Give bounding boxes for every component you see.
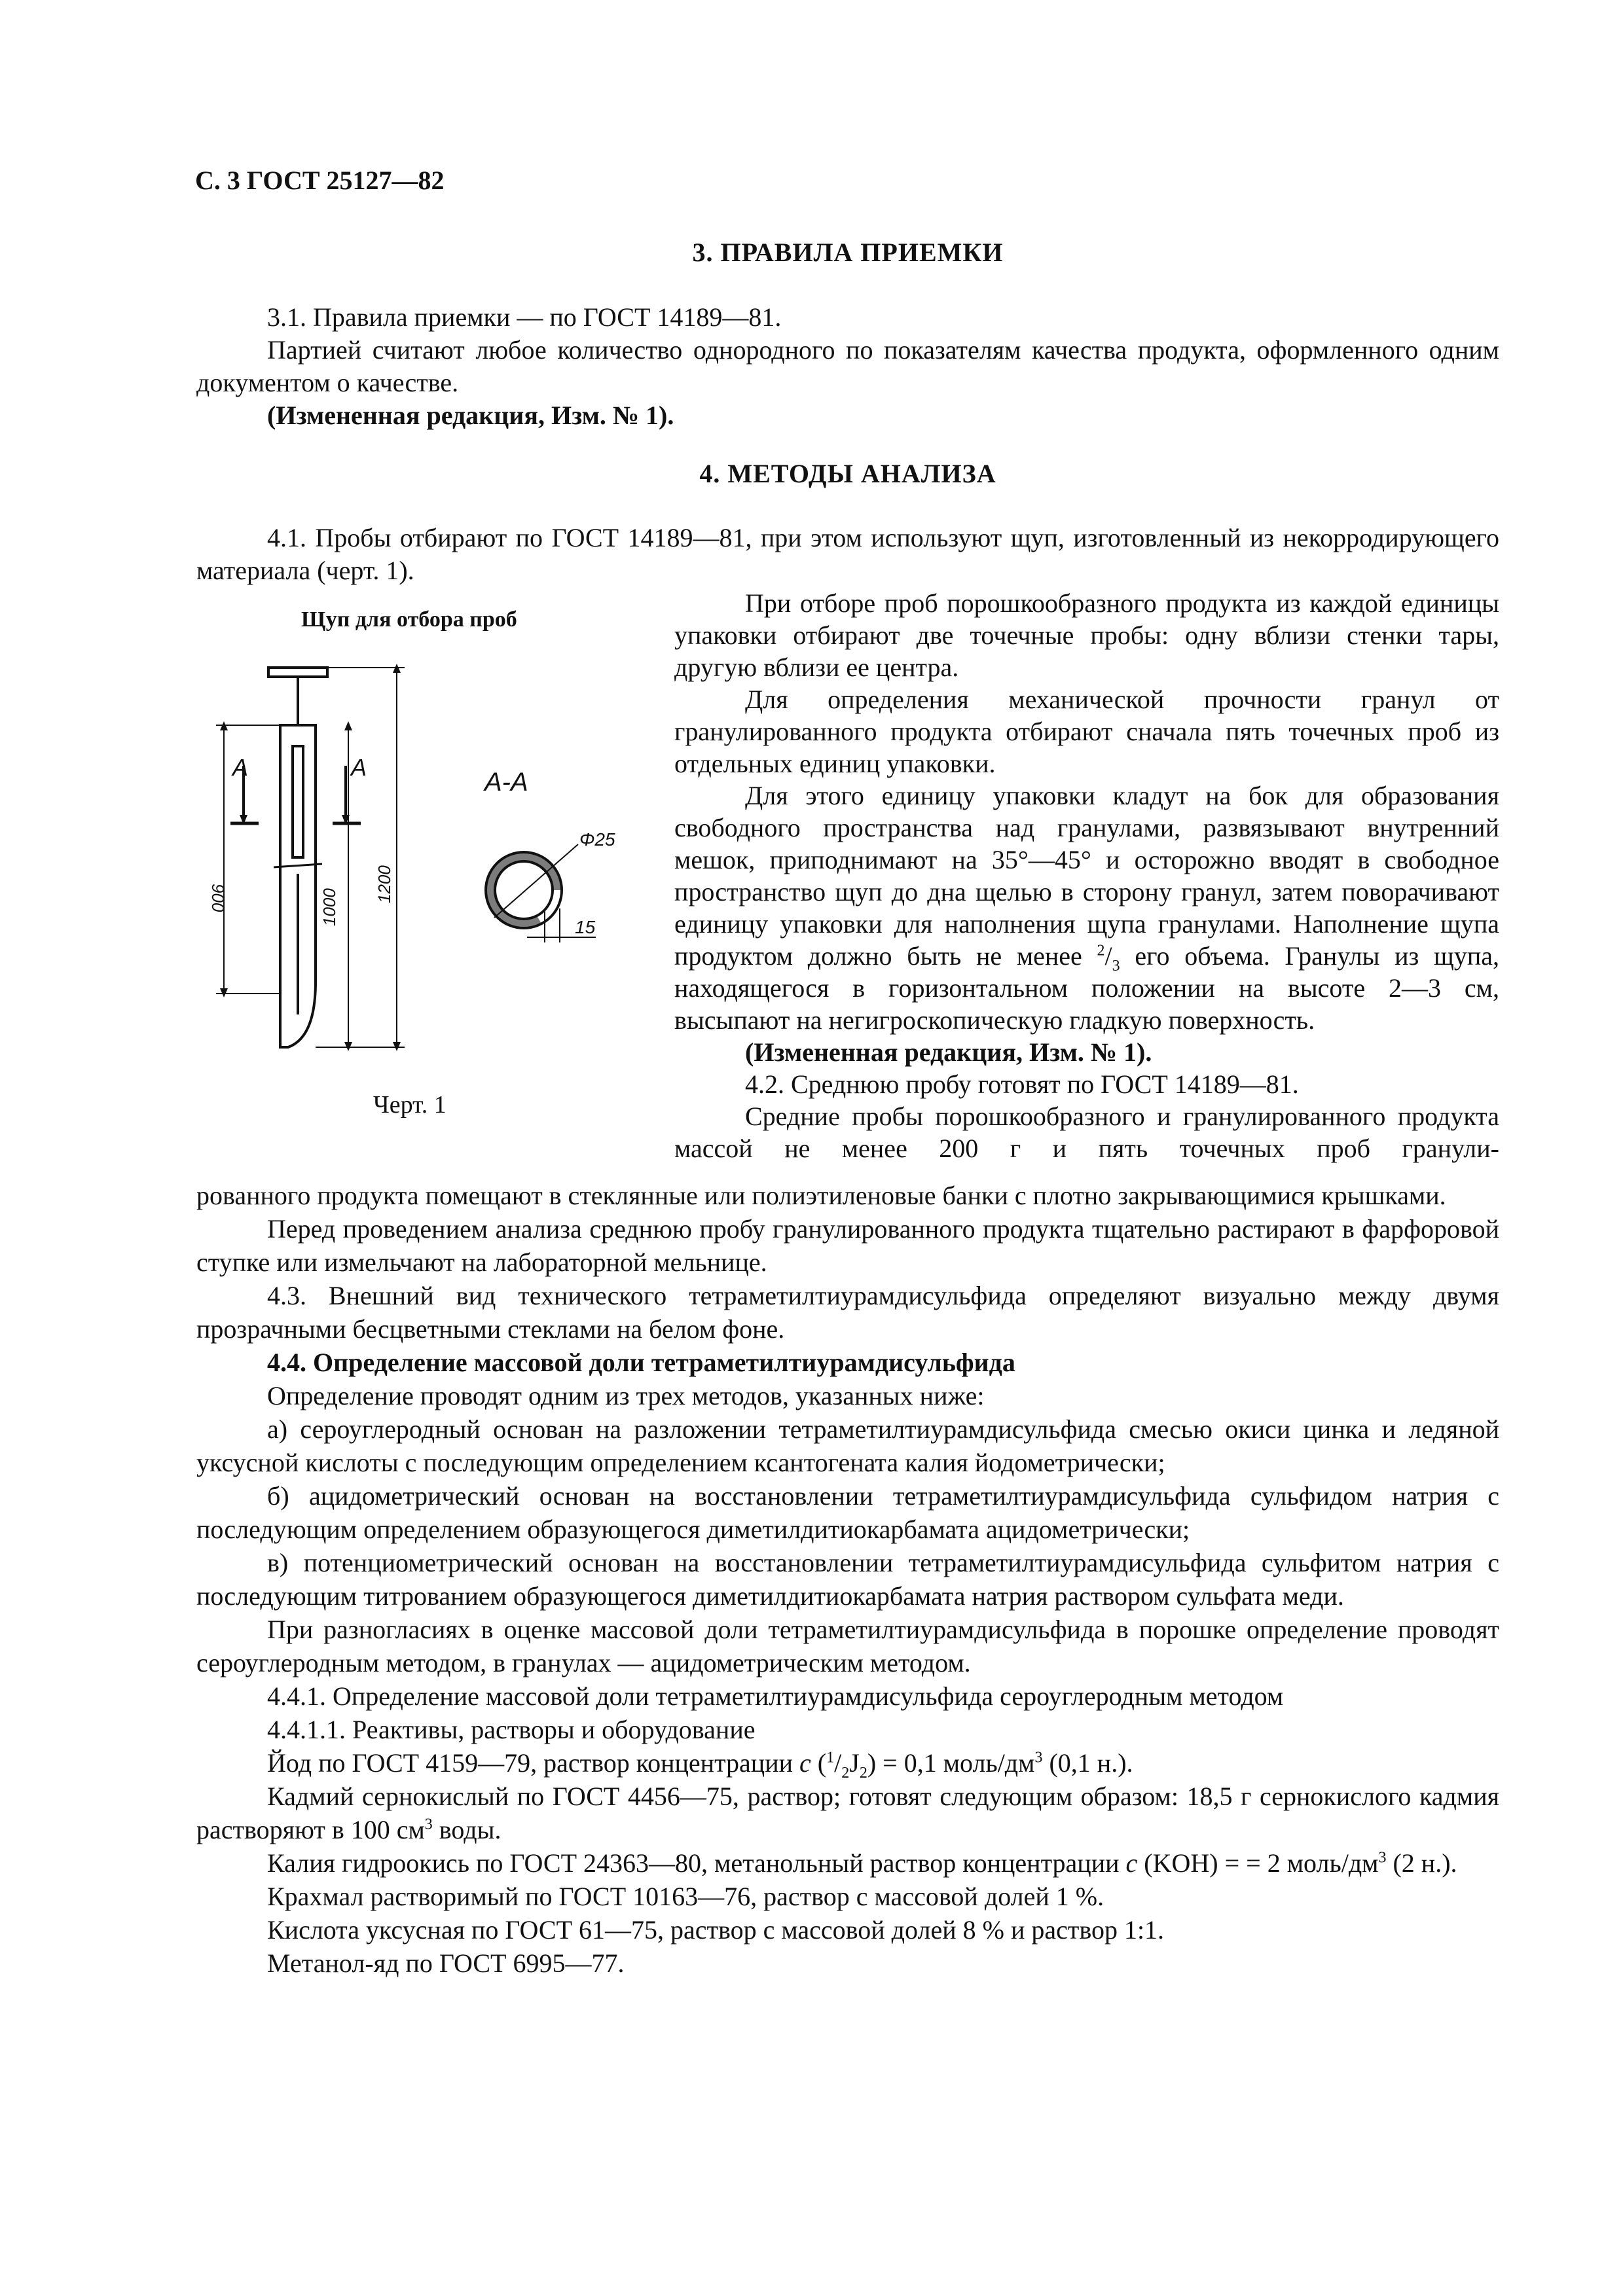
paragraph-4-2: 4.2. Среднюю пробу готовят по ГОСТ 14189—81.	[745, 1069, 1299, 1099]
section-3-title: 3. ПРАВИЛА ПРИЕМКИ	[692, 238, 1004, 267]
paragraph-methods: Определение проводят одним из трех методов, указанных ниже:	[267, 1381, 985, 1410]
paragraph-before-analysis: Перед проведением анализа среднюю пробу гранулированного продукта тщательно растирают в фарфоровой ступке или измельчают на лабораторной мельнице.	[196, 1214, 1499, 1277]
paragraph-4-3: 4.3. Внешний вид технического тетраметилтиурамдисульфида определяют визуально между двумя прозрачными бесцветными стеклами на белом фоне.	[196, 1281, 1499, 1344]
paragraph-4-1: 4.1. Пробы отбирают по ГОСТ 14189—81, при этом используют щуп, изготовленный из некорродирующего материала (черт. 1).	[196, 523, 1499, 585]
section-3-body	[196, 301, 1499, 432]
paragraph-disagreement: При разногласиях в оценке массовой доли тетраметилтиурамдисульфида в порошке определение проводят сероуглеродным методом, в гранулах — ацидометрическим методом.	[196, 1615, 1499, 1677]
dim-1000: 1000	[319, 888, 339, 926]
reagent-starch: Крахмал растворимый по ГОСТ 10163—76, раствор с массовой долей 1 %.	[267, 1882, 1104, 1911]
reagent-methanol: Метанол-яд по ГОСТ 6995—77.	[267, 1948, 625, 1978]
figure-caption: Черт. 1	[373, 1091, 447, 1119]
probe-handle	[268, 668, 327, 677]
paragraph-granule-strength: Для определения механической прочности гранул от гранулированного продукта отбирают сначала пять точечных проб из отдельных единиц упаковки.	[674, 685, 1499, 778]
paragraph-lot: Партией считают любое количество однородного по показателям качества продукта, оформленного одним документом о качестве.	[196, 335, 1499, 397]
sampling-probe-drawing	[196, 648, 668, 1067]
method-c: в) потенциометрический основан на восстановлении тетраметилтиурамдисульфида сульфитом натрия с последующим титрованием образующегося диметилдитиокарбамата натрия раствором сульфата меди.	[196, 1548, 1499, 1611]
amendment-note-2: (Измененная редакция, Изм. № 1).	[745, 1037, 1152, 1067]
cut-mark-right: А	[351, 754, 367, 781]
paragraph-average-samples-cont: рованного продукта помещают в стеклянные или полиэтиленовые банки с плотно закрывающимися крышками.	[196, 1181, 1446, 1210]
paragraph-probe-procedure: Для этого единицу упаковки кладут на бок для образования свободного пространства над гранулами, развязывают внутренний мешок, приподнимают на 35°—45° и осторожно вводят в свободное пространство щуп до дна щелью в сторону гранул, затем поворачивают единицу упаковки для наполнения щупа гранулами. Наполнение щупа продуктом должно быть не менее $^2/_3$ его объема. Гранулы из щупа, находящегося в горизонтальном положении на высоте 2—3 см, высыпают на негигроскопическую гладкую поверхность.	[674, 781, 1500, 1035]
amendment-note: (Измененная редакция, Изм. № 1).	[267, 401, 674, 430]
reagent-cadmium: Кадмий сернокислый по ГОСТ 4456—75, раствор; готовят следующим образом: 18,5 г сернокислого кадмия растворяют в 100 $см^3$ воды.	[196, 1782, 1499, 1844]
cut-mark-left: А	[232, 754, 249, 781]
heading-4-4-1-1: 4.4.1.1. Реактивы, растворы и оборудование	[267, 1715, 756, 1744]
method-a: а) сероуглеродный основан на разложении тетраметилтиурамдисульфида смесью окиси цинка и ледяной уксусной кислоты с последующим определением ксантогената калия йодометрически;	[196, 1414, 1499, 1477]
paragraph-average-samples: Средние пробы порошкообразного и гранулированного продукта массой не менее 200 г и пять точечных проб гранули-	[674, 1102, 1499, 1163]
reagent-acetic-acid: Кислота уксусная по ГОСТ 61—75, раствор с массовой долей 8 % и раствор 1:1.	[267, 1915, 1165, 1945]
heading-4-4-1: 4.4.1. Определение массовой доли тетраметилтиурамдисульфида сероуглеродным методом	[267, 1681, 1284, 1711]
section-4-title: 4. МЕТОДЫ АНАЛИЗА	[699, 459, 996, 488]
reagent-iodine: Йод по ГОСТ 4159—79, раствор концентрации c $(^1/_2J_2) = 0,1$ моль/$дм^3$ (0,1 н.).	[267, 1748, 1133, 1782]
paragraph-3-1: 3.1. Правила приемки — по ГОСТ 14189—81.	[267, 302, 782, 332]
lower-body	[196, 1179, 1499, 1980]
method-b: б) ацидометрический основан на восстановлении тетраметилтиурамдисульфида сульфидом натрия с последующим определением образующегося диметилдитиокарбамата ацидометрически;	[196, 1481, 1499, 1544]
right-column-text	[674, 587, 1499, 1164]
section-label: А-А	[484, 768, 528, 797]
figure-title: Щуп для отбора проб	[301, 607, 517, 632]
probe-slot	[293, 746, 303, 857]
paragraph-powder-sampling: При отборе проб порошкообразного продукта из каждой единицы упаковки отбирают две точечные пробы: одну вблизи стенки тары, другую вблизи ее центра.	[674, 588, 1499, 682]
dim-900: 900	[208, 884, 228, 912]
dim-1200: 1200	[374, 865, 394, 903]
reagent-koh: Калия гидроокись по ГОСТ 24363—80, метанольный раствор концентрации c (KOH) = = 2 моль/$дм^3$ (2 н.).	[267, 1848, 1457, 1878]
dim-width-15: 15	[575, 917, 596, 937]
dim-diameter-25: Φ25	[579, 829, 615, 850]
page-header: С. 3 ГОСТ 25127—82	[195, 166, 445, 195]
heading-4-4: 4.4. Определение массовой доли тетраметилтиурамдисульфида	[267, 1348, 1015, 1377]
section-4-intro	[196, 522, 1499, 587]
